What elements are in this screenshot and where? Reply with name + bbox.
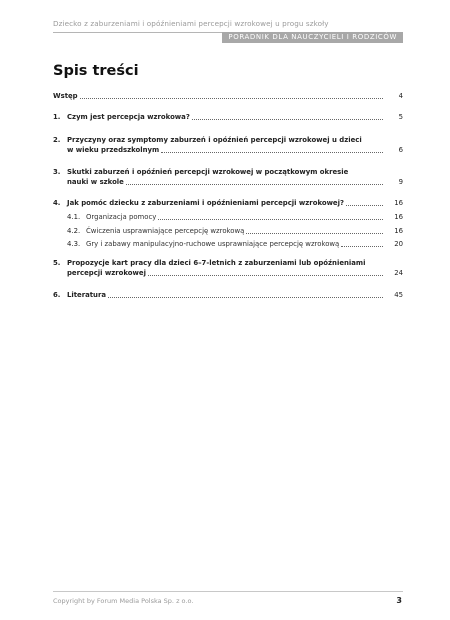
dot-leader bbox=[246, 233, 383, 234]
toc-entry-label-line2: percepcji wzrokowej bbox=[67, 269, 146, 277]
dot-leader bbox=[158, 219, 383, 220]
footer-rule bbox=[53, 591, 403, 592]
header-title: Dziecko z zaburzeniami i opóźnieniami percepcji wzrokowej u progu szkoły bbox=[53, 19, 329, 28]
toc-entry-page: 16 bbox=[394, 199, 403, 207]
toc-entry-number: 4. bbox=[53, 199, 61, 207]
toc-entry-number: 5. bbox=[53, 259, 61, 267]
dot-leader bbox=[192, 119, 383, 120]
toc-entry-text bbox=[67, 167, 385, 187]
toc-entry-text bbox=[86, 239, 385, 249]
toc-entry-label-line2: w wieku przedszkolnym bbox=[67, 146, 160, 154]
footer-page-number: 3 bbox=[396, 596, 402, 605]
toc-entry-number: 3. bbox=[53, 168, 61, 176]
toc-entry-text bbox=[53, 91, 385, 101]
dot-leader bbox=[80, 98, 383, 99]
toc-entry-number: 4.3. bbox=[67, 240, 81, 248]
toc-entry-page: 9 bbox=[398, 178, 403, 186]
toc-entry-text bbox=[67, 290, 385, 300]
toc-entry-text bbox=[67, 198, 385, 208]
toc-entry-page: 4 bbox=[398, 92, 403, 100]
footer-copyright: Copyright by Forum Media Polska Sp. z o.o. bbox=[53, 597, 194, 605]
toc-entry-label: Literatura bbox=[67, 291, 107, 299]
toc-entry-label-line2: nauki w szkole bbox=[67, 178, 124, 186]
toc-entry-page: 16 bbox=[394, 227, 403, 235]
dot-leader bbox=[108, 297, 383, 298]
toc-entry-page: 24 bbox=[394, 269, 403, 277]
toc-entry-number: 4.1. bbox=[67, 213, 81, 221]
toc-entry-text bbox=[67, 135, 385, 155]
toc-entry-label-line1: Skutki zaburzeń i opóźnień percepcji wzrokowej w początkowym okresie bbox=[67, 168, 349, 176]
toc-entry-label: Ćwiczenia usprawniające percepcję wzrokową bbox=[86, 227, 245, 235]
toc-entry-text bbox=[86, 226, 385, 236]
toc-entry-label: Wstęp bbox=[53, 92, 78, 100]
toc-entry-label-line1: Propozycje kart pracy dla dzieci 6–7-letnich z zaburzeniami lub opóźnieniami bbox=[67, 259, 366, 267]
toc-entry-text bbox=[67, 112, 385, 122]
toc-entry-page: 16 bbox=[394, 213, 403, 221]
toc-entry-label-line1: Przyczyny oraz symptomy zaburzeń i opóźnień percepcji wzrokowej u dzieci bbox=[67, 136, 362, 144]
header-series-band: PORADNIK DLA NAUCZYCIELI I RODZICÓW bbox=[222, 32, 403, 43]
toc-entry-text bbox=[86, 212, 385, 222]
toc-entry-page: 5 bbox=[398, 113, 403, 121]
dot-leader bbox=[126, 184, 383, 185]
toc-entry-label: Gry i zabawy manipulacyjno-ruchowe usprawniające percepcję wzrokową bbox=[86, 240, 340, 248]
dot-leader bbox=[148, 275, 383, 276]
page-title: Spis treści bbox=[53, 63, 139, 79]
toc-entry-label: Jak pomóc dziecku z zaburzeniami i opóźnieniami percepcji wzrokowej? bbox=[67, 199, 344, 207]
toc-entry-label: Czym jest percepcja wzrokowa? bbox=[67, 113, 190, 121]
dot-leader bbox=[346, 205, 383, 206]
toc-entry-label: Organizacja pomocy bbox=[86, 213, 157, 221]
toc-entry-text bbox=[67, 258, 385, 278]
toc-entry-number: 2. bbox=[53, 136, 61, 144]
toc-entry-page: 45 bbox=[394, 291, 403, 299]
toc-entry-number: 4.2. bbox=[67, 227, 81, 235]
dot-leader bbox=[161, 152, 383, 153]
toc-entry-page: 20 bbox=[394, 240, 403, 248]
dot-leader bbox=[341, 246, 383, 247]
toc-entry-number: 1. bbox=[53, 113, 61, 121]
toc-entry-page: 6 bbox=[398, 146, 403, 154]
toc-entry-number: 6. bbox=[53, 291, 61, 299]
